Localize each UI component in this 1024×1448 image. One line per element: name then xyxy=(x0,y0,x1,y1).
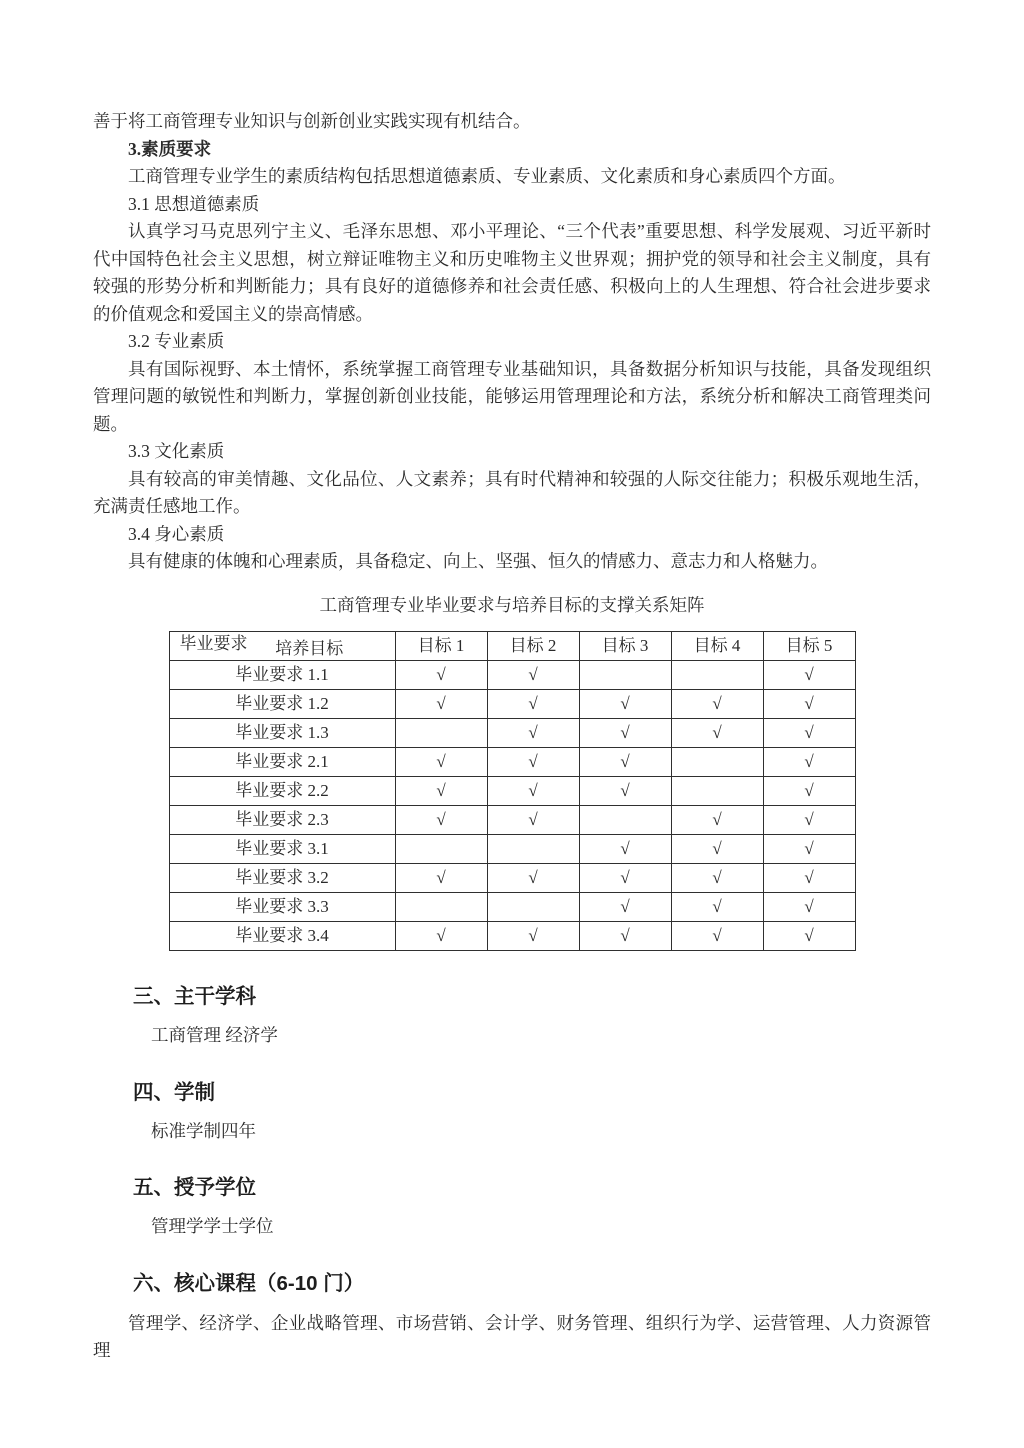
matrix-cell: √ xyxy=(395,661,487,690)
matrix-row-label: 毕业要求 3.4 xyxy=(169,922,395,951)
section-body-core-courses: 管理学、经济学、企业战略管理、市场营销、会计学、财务管理、组织行为学、运营管理、人力资源管理 xyxy=(93,1312,931,1360)
matrix-body xyxy=(169,661,855,951)
matrix-cell: √ xyxy=(763,864,855,893)
matrix-row-label: 毕业要求 2.2 xyxy=(169,777,395,806)
matrix-cell: √ xyxy=(487,864,579,893)
matrix-cell: √ xyxy=(579,864,671,893)
matrix-column-header: 目标 5 xyxy=(763,632,855,661)
matrix-row xyxy=(169,690,855,719)
matrix-cell: √ xyxy=(671,719,763,748)
matrix-cell xyxy=(671,748,763,777)
matrix-row xyxy=(169,835,855,864)
matrix-cell xyxy=(395,893,487,922)
matrix-cell xyxy=(671,661,763,690)
matrix-cell: √ xyxy=(671,864,763,893)
matrix-row-label: 毕业要求 3.2 xyxy=(169,864,395,893)
matrix-cell: √ xyxy=(487,690,579,719)
matrix-cell: √ xyxy=(395,806,487,835)
matrix-cell: √ xyxy=(671,893,763,922)
matrix-cell: √ xyxy=(763,777,855,806)
matrix-cell: √ xyxy=(579,719,671,748)
matrix-column-header: 目标 2 xyxy=(487,632,579,661)
matrix-cell: √ xyxy=(763,719,855,748)
matrix-corner-top-label: 培养目标 xyxy=(275,639,344,658)
section-body-study-length: 标准学制四年 xyxy=(151,1120,256,1141)
matrix-cell: √ xyxy=(579,835,671,864)
matrix-cell: √ xyxy=(579,777,671,806)
matrix-row-label: 毕业要求 2.1 xyxy=(169,748,395,777)
matrix-cell: √ xyxy=(487,777,579,806)
matrix-cell xyxy=(579,806,671,835)
support-matrix xyxy=(169,631,856,951)
matrix-cell: √ xyxy=(395,864,487,893)
continuation-line: 善于将工商管理专业知识与创新创业实践实现有机结合。 xyxy=(93,111,531,131)
subsection-heading-3-2: 3.2 专业素质 xyxy=(128,331,225,351)
matrix-row xyxy=(169,864,855,893)
section-heading-study-length: 四、学制 xyxy=(133,1080,215,1104)
matrix-cell: √ xyxy=(671,835,763,864)
matrix-cell: √ xyxy=(395,690,487,719)
matrix-cell: √ xyxy=(671,922,763,951)
matrix-cell: √ xyxy=(671,690,763,719)
matrix-row-label: 毕业要求 1.1 xyxy=(169,661,395,690)
matrix-cell xyxy=(579,661,671,690)
matrix-column-header: 目标 4 xyxy=(671,632,763,661)
matrix-cell: √ xyxy=(487,661,579,690)
matrix-cell: √ xyxy=(395,922,487,951)
matrix-cell: √ xyxy=(763,806,855,835)
matrix-cell: √ xyxy=(487,719,579,748)
matrix-cell: √ xyxy=(395,748,487,777)
subsection-body-3-4: 具有健康的体魄和心理素质，具备稳定、向上、坚强、恒久的情感力、意志力和人格魅力。 xyxy=(128,551,828,571)
matrix-cell xyxy=(395,835,487,864)
quality-heading: 3.素质要求 xyxy=(128,138,212,159)
matrix-cell: √ xyxy=(579,893,671,922)
matrix-cell: √ xyxy=(763,661,855,690)
matrix-row xyxy=(169,806,855,835)
subsection-body-3-3: 具有较高的审美情趣、文化品位、人文素养；具有时代精神和较强的人际交往能力；积极乐观地生活，充满责任感地工作。 xyxy=(93,468,931,516)
matrix-row-label: 毕业要求 3.3 xyxy=(169,893,395,922)
section-heading-degree: 五、授予学位 xyxy=(133,1176,256,1199)
subsection-heading-3-3: 3.3 文化素质 xyxy=(128,441,225,461)
matrix-cell xyxy=(487,835,579,864)
matrix-cell: √ xyxy=(579,748,671,777)
matrix-cell: √ xyxy=(487,922,579,951)
matrix-corner-cell xyxy=(169,632,395,661)
subsection-body-3-1: 认真学习马克思列宁主义、毛泽东思想、邓小平理论、“三个代表”重要思想、科学发展观、习近平新时代中国特色社会主义思想，树立辩证唯物主义和历史唯物主义世界观；拥护党的领导和社会主义制度，具有较强的形势分析和判断能力；具有良好的道德修养和社会责任感、积极向上的人生理想、符合社会进步要求的价值观念和爱国主义的崇高情感。 xyxy=(93,221,931,324)
matrix-cell: √ xyxy=(579,690,671,719)
matrix-row xyxy=(169,922,855,951)
matrix-cell xyxy=(395,719,487,748)
matrix-corner-bottom-label: 毕业要求 xyxy=(179,633,248,653)
matrix-row-label: 毕业要求 3.1 xyxy=(169,835,395,864)
matrix-cell xyxy=(487,893,579,922)
quality-intro: 工商管理专业学生的素质结构包括思想道德素质、专业素质、文化素质和身心素质四个方面。 xyxy=(128,166,846,186)
matrix-row xyxy=(169,661,855,690)
matrix-row xyxy=(169,748,855,777)
matrix-row-label: 毕业要求 1.2 xyxy=(169,690,395,719)
section-body-degree: 管理学学士学位 xyxy=(151,1216,274,1236)
matrix-cell: √ xyxy=(763,748,855,777)
doc-sections xyxy=(93,985,931,1365)
matrix-cell: √ xyxy=(763,835,855,864)
matrix-title: 工商管理专业毕业要求与培养目标的支撑关系矩阵 xyxy=(319,594,705,615)
matrix-cell: √ xyxy=(487,806,579,835)
section-body-major-disciplines: 工商管理 经济学 xyxy=(151,1025,278,1045)
matrix-row-label: 毕业要求 2.3 xyxy=(169,806,395,835)
matrix-row xyxy=(169,777,855,806)
matrix-header-row xyxy=(169,632,855,661)
matrix-cell: √ xyxy=(763,922,855,951)
section-heading-major-disciplines: 三、主干学科 xyxy=(133,985,256,1008)
matrix-cell: √ xyxy=(487,748,579,777)
matrix-cell: √ xyxy=(579,922,671,951)
matrix-row xyxy=(169,719,855,748)
matrix-cell: √ xyxy=(763,893,855,922)
section-heading-core-courses: 六、核心课程（6-10 门） xyxy=(133,1271,365,1295)
matrix-row-label: 毕业要求 1.3 xyxy=(169,719,395,748)
matrix-cell xyxy=(671,777,763,806)
subsection-heading-3-1: 3.1 思想道德素质 xyxy=(128,193,260,214)
matrix-cell: √ xyxy=(671,806,763,835)
matrix-column-header: 目标 3 xyxy=(579,632,671,661)
subsection-body-3-2: 具有国际视野、本土情怀，系统掌握工商管理专业基础知识，具备数据分析知识与技能，具备发现组织管理问题的敏锐性和判断力，掌握创新创业技能，能够运用管理理论和方法，系统分析和解决工商管理类问题。 xyxy=(93,358,931,434)
subsection-heading-3-4: 3.4 身心素质 xyxy=(128,523,225,544)
matrix-cell: √ xyxy=(763,690,855,719)
matrix-row xyxy=(169,893,855,922)
matrix-column-header: 目标 1 xyxy=(395,632,487,661)
matrix-cell: √ xyxy=(395,777,487,806)
